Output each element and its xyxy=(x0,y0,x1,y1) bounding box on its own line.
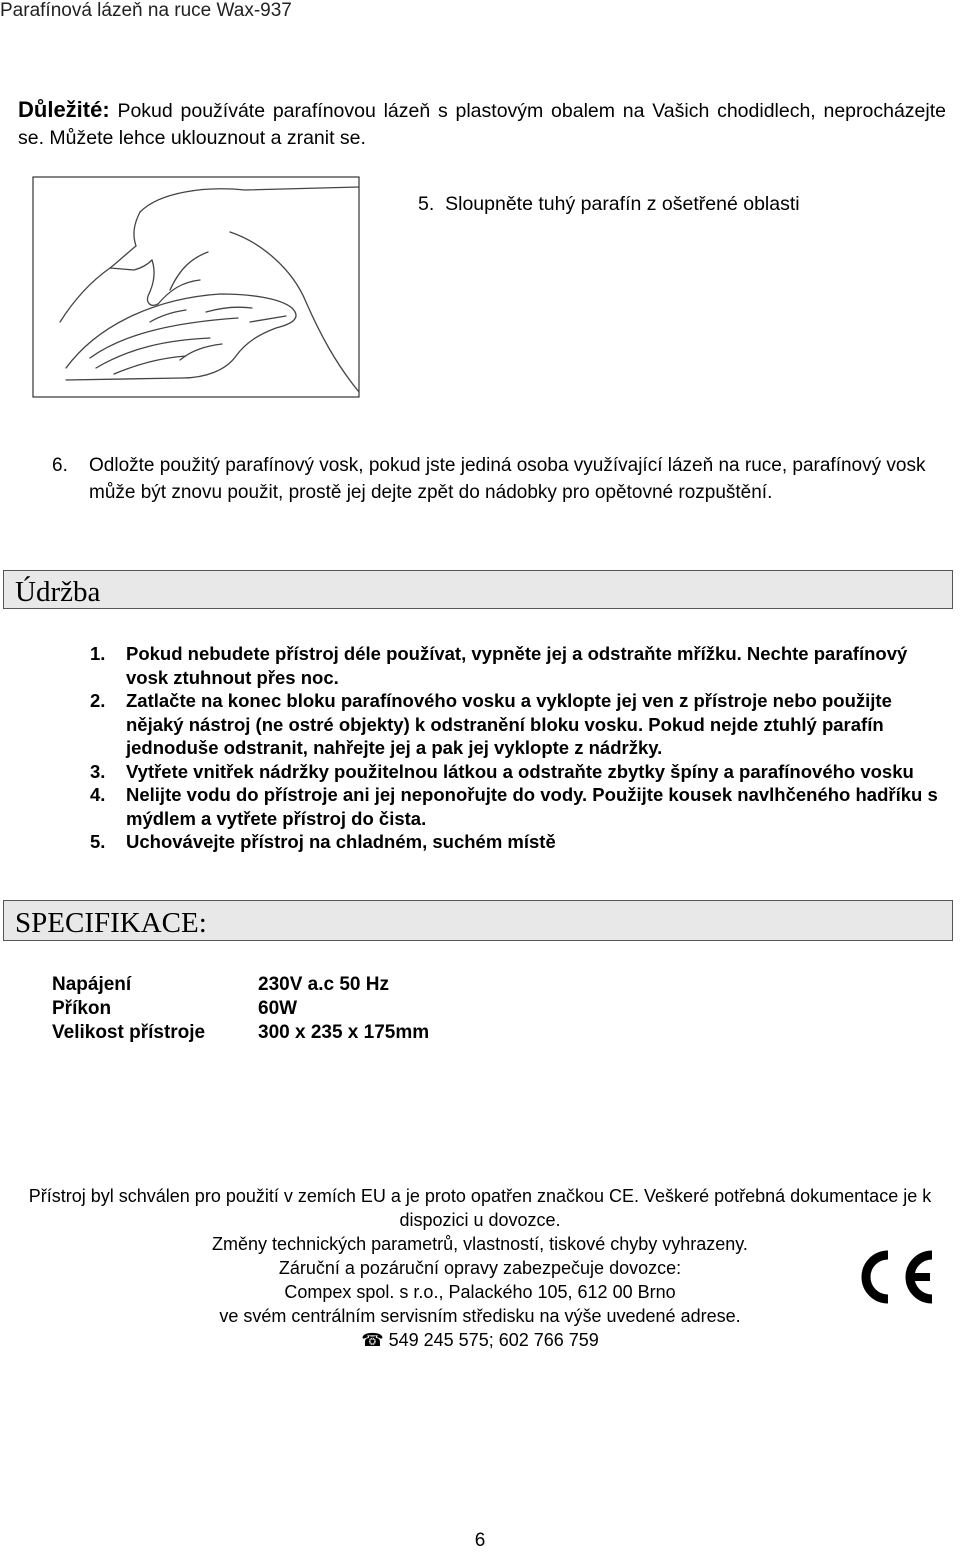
spec-row xyxy=(52,997,429,1021)
footer-line: Přístroj byl schválen pro použití v zemích EU a je proto opatřen značkou CE. Veškeré potřebná dokumentace je k dispozici u dovozce. xyxy=(28,1186,932,1230)
list-item xyxy=(90,830,950,854)
maintenance-heading: Údržba xyxy=(3,570,953,609)
list-item-number: 4. xyxy=(90,784,106,805)
list-item-text: Zatlačte na konec bloku parafínového vosku a vyklopte jej ven z přístroje nebo použijte nějaký nástroj (ne ostré objekty) k odstranění bloku vosku. Pokud nejde ztuhlý parafín jednoduše odstranit, nahřejte jej a pak jej vyklopte z nádržky. xyxy=(126,690,892,758)
list-item-number: 2. xyxy=(90,690,106,711)
spec-label: Příkon xyxy=(52,998,112,1019)
list-item-number: 5. xyxy=(90,831,106,852)
document-header: Parafínová lázeň na ruce Wax-937 xyxy=(0,0,292,21)
maintenance-list xyxy=(90,642,950,854)
list-item xyxy=(90,689,950,760)
step-6 xyxy=(52,452,942,506)
step-6-text: Odložte použitý parafínový vosk, pokud jste jediná osoba využívající lázeň na ruce, parafínový vosk může být znovu použit, prostě jej dejte zpět do nádobky pro opětovné rozpuštění. xyxy=(89,455,926,503)
spec-value: 300 x 235 x 175mm xyxy=(258,1022,430,1043)
footer-line: Záruční a pozáruční opravy zabezpečuje dovozce: xyxy=(278,1258,682,1278)
ce-mark-icon xyxy=(850,1245,936,1309)
spec-value: 60W xyxy=(258,998,298,1019)
specifications-table xyxy=(52,973,429,1045)
spec-label: Napájení xyxy=(52,974,132,995)
specifications-heading: SPECIFIKACE: xyxy=(3,900,953,941)
spec-row xyxy=(52,1021,429,1045)
list-item-number: 3. xyxy=(90,760,106,782)
important-label: Důležité: xyxy=(18,97,110,122)
list-item-text: Vytřete vnitřek nádržky použitelnou látkou a odstraňte zbytky špíny a parafínového vosku xyxy=(126,760,914,782)
footer-notice xyxy=(20,1184,940,1352)
important-text: Pokud používáte parafínovou lázeň s plastovým obalem na Vašich chodidlech, neprocházejte se. Můžete lehce uklouznout a zranit se. xyxy=(18,100,946,149)
list-item-text: Uchovávejte přístroj na chladném, suchém místě xyxy=(126,831,556,852)
footer-line: ve svém centrálním servisním středisku na výše uvedené adrese. xyxy=(219,1306,741,1326)
list-item xyxy=(90,760,950,784)
page-number: 6 xyxy=(474,1530,486,1551)
list-item-number: 1. xyxy=(90,643,106,664)
important-note xyxy=(18,96,946,152)
step-5-number: 5. xyxy=(418,193,435,215)
spec-value: 230V a.c 50 Hz xyxy=(258,974,389,995)
step-5-text: Sloupněte tuhý parafín z ošetřené oblasti xyxy=(445,193,800,215)
list-item xyxy=(90,783,950,830)
list-item xyxy=(90,642,950,689)
spec-label: Velikost přístroje xyxy=(52,1022,206,1043)
hand-peeling-wax-illustration xyxy=(30,172,366,404)
step-6-number: 6. xyxy=(52,455,68,476)
footer-line: Změny technických parametrů, vlastností, tiskové chyby vyhrazeny. xyxy=(212,1234,748,1254)
footer-line: Compex spol. s r.o., Palackého 105, 612 00 Brno xyxy=(284,1282,676,1302)
footer-phone: ☎ 549 245 575; 602 766 759 xyxy=(361,1330,599,1350)
step-5 xyxy=(418,193,800,216)
list-item-text: Nelijte vodu do přístroje ani jej neponořujte do vody. Použijte kousek navlhčeného hadříku s mýdlem a vytřete přístroj do čista. xyxy=(126,784,938,829)
list-item-text: Pokud nebudete přístroj déle používat, vypněte jej a odstraňte mřížku. Nechte parafínový vosk ztuhnout přes noc. xyxy=(126,643,908,688)
spec-row xyxy=(52,973,429,997)
